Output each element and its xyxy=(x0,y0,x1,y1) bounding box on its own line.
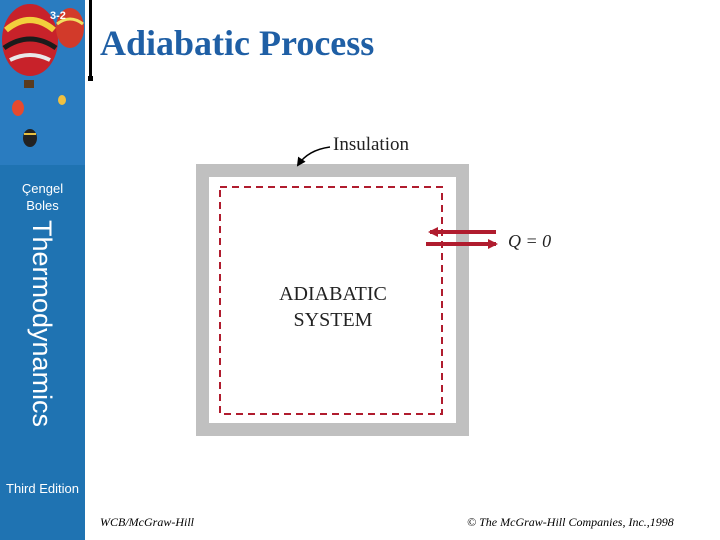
author-names xyxy=(0,180,85,214)
insulation-pointer-arrow xyxy=(298,147,330,165)
hot-air-balloons-image xyxy=(0,0,85,165)
title-divider xyxy=(89,0,92,78)
heat-transfer-label: Q = 0 xyxy=(508,231,552,251)
copyright-footer: © The McGraw-Hill Companies, Inc.,1998 xyxy=(467,515,674,529)
author-boles: Boles xyxy=(26,198,59,213)
slide-title: Adiabatic Process xyxy=(100,23,375,63)
system-label-line1: ADIABATIC xyxy=(279,283,387,305)
system-label-line2: SYSTEM xyxy=(293,309,373,331)
publisher-footer: WCB/McGraw-Hill xyxy=(100,515,194,529)
slide-number: 3-2 xyxy=(50,10,66,22)
book-title-vertical: Thermodynamics xyxy=(27,220,57,428)
edition-label: Third Edition xyxy=(6,481,79,496)
adiabatic-system-diagram xyxy=(180,120,580,450)
sidebar xyxy=(0,0,85,540)
author-cengel: Çengel xyxy=(21,181,64,196)
insulation-label: Insulation xyxy=(333,134,409,155)
title-divider-dot xyxy=(88,76,93,81)
